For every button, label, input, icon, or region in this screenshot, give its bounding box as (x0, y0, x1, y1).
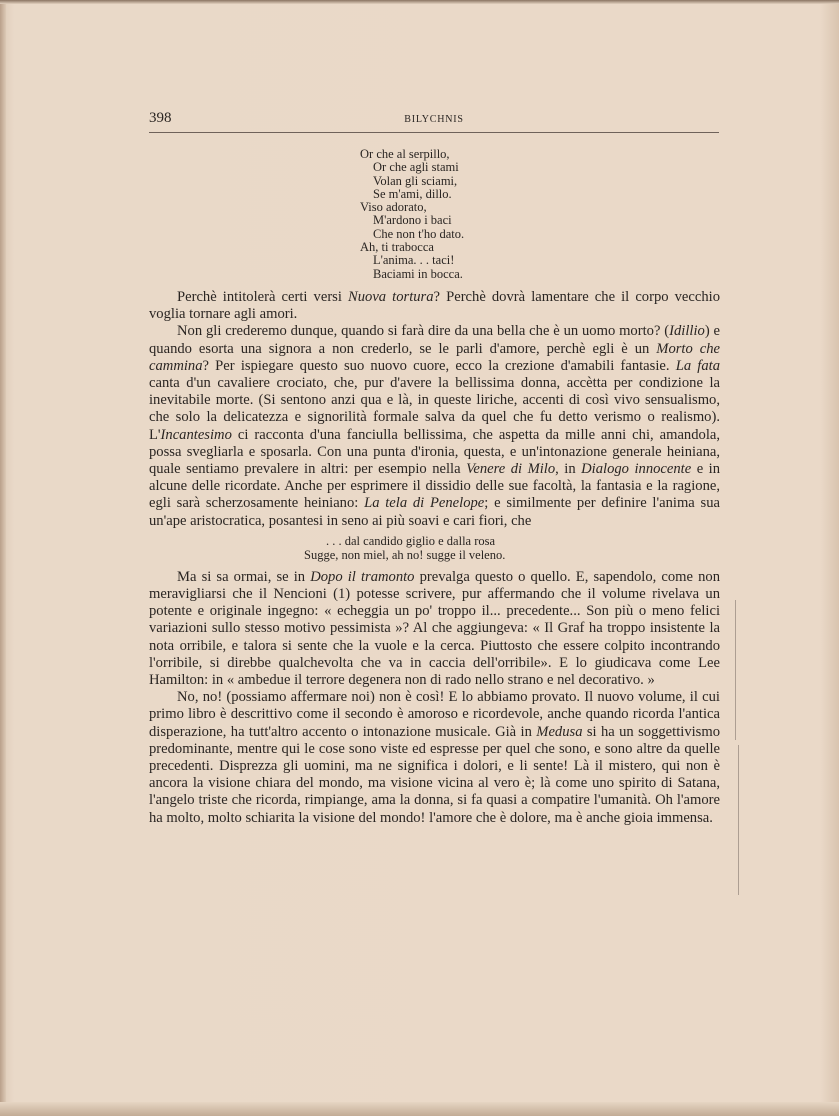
poem-line: Ah, ti trabocca (360, 240, 434, 255)
italic-title: Morto che cammina (149, 340, 720, 374)
poem-line: Se m'ami, dillo. (373, 186, 452, 201)
running-head: BILYCHNIS (404, 114, 464, 125)
italic-title: La fata (675, 357, 721, 374)
poem-line: Che non t'ho dato. (373, 226, 465, 241)
poem-line: Baciami in bocca. (373, 266, 463, 281)
italic-title: Venere di Milo (466, 461, 556, 478)
italic-title: Medusa (536, 723, 583, 740)
poem (360, 148, 560, 281)
poem-line: Viso adorato, (360, 200, 427, 215)
margin-pencil-mark (735, 600, 736, 740)
poem-line: L'anima. . . taci! (373, 253, 455, 268)
quote-line: Sugge, non miel, ah no! sugge il veleno. (304, 547, 506, 562)
margin-pencil-mark (738, 745, 739, 895)
paragraph-4: No, no! (possiamo affermare noi) non è così! E lo abbiamo provato. Il nuovo volume, il cui primo libro è descrittivo come il secondo è amoroso e ricordevole, anche quando ricorda l'antica disperazione, ha tutt'altro accento o intonazione musicale. Già in Medusa si ha un soggettivismo predominante, mentre qui le cose sono viste ed espresse per quel che sono, e sono altre da quelle precedenti. Disprezza gli uomini, ma ne significa i dolori, e li sente! Là il mistero, qui non è ancora la visione chiara del mondo, ma visione vicina al vero è; là come uno spirito di Satana, l'angelo triste che ricorda, rimpiange, ama la donna, si fa quasi a compatire l'umanità. Oh l'amore ha molto, molto schiarita la visione del mondo! l'amore che è dolore, ma è anche gioia immensa. (149, 689, 720, 826)
page-top-edge (0, 0, 839, 4)
paragraph-2: Non gli crederemo dunque, quando si farà dire da una bella che è un uomo morto? (Idillio) e quando esorta una signora a non crederlo, se le parli d'amore, perchè egli è un Morto che cammina? Per ispiegare questo suo nuovo cuore, ecco la crezione d'amabili fantasie. La fata canta d'un cavaliere crociato, che, pur d'avere la bellissima donna, accètta per condizione la inevitabile morte. (Si sentono anzi qua e là, in queste liriche, accenti di così vivo sensualismo, che solo la delicatezza e signorilità formale salva da quel che fu detto verismo o realismo). L'Incantesimo ci racconta d'una fanciulla bellissima, che aspetta da mille anni chi, amandola, possa svegliarla e sposarla. Con una punta d'ironia, questa, e un'intonazione generale heiniana, quale sentiamo prevalere in altri: per esempio nella Venere di Milo, in Dialogo innocente e in alcune delle ricordate. Anche per esprimere il dissidio delle sue facoltà, la fantasia e la ragione, egli sarà scherzosamente heiniano: La tela di Penelope; e similmente per definire l'anima sua un'ape aristocratica, posantesi in seno ai più soavi e cari fiori, che (149, 323, 721, 529)
paragraph-1: Perchè intitolerà certi versi Nuova tortura? Perchè dovrà lamentare che il corpo vecchio voglia tornare agli amori. (149, 289, 720, 323)
block-quote (304, 534, 720, 562)
page-header (149, 110, 719, 133)
italic-title: La tela di Penelope (364, 495, 485, 512)
italic-title: Idillio (669, 323, 705, 340)
poem-line: Or che agli stami (373, 160, 459, 175)
page-left-edge (0, 0, 6, 1116)
quote-line: . . . dal candido giglio e dalla rosa (326, 533, 496, 548)
paragraph-3: Ma si sa ormai, se in Dopo il tramonto prevalga questo o quello. E, sapendolo, come non meravigliarsi che il Nencioni (1) potesse scrivere, pur affermando che il volume rivelava un potente e originale ingegno: « echeggia un po' troppo il... precedente... Son più o meno felici variazioni sullo stesso motivo pessimista »? Al che aggiungeva: « Il Graf ha troppo insistente la nota orribile, e talora si sente che la vuole e la cerca. Piuttosto che essere colpito incontrando l'orribile, si direbbe qualchevolta che va in caccia dell'orribile». E lo giudicava come Lee Hamilton: in « ambedue il terrore degenera non di rado nello strano e nel decorativo. » (149, 568, 720, 689)
page-number: 398 (149, 110, 172, 126)
italic-title: Dialogo innocente (581, 461, 692, 478)
italic-title: Dopo il tramonto (310, 568, 415, 585)
poem-line: Volan gli sciami, (373, 173, 458, 188)
poem-line: M'ardono i baci (373, 213, 452, 228)
italic-title: Nuova tortura (348, 289, 434, 305)
page-bottom-edge (0, 1102, 839, 1116)
italic-title: Incantesimo (160, 426, 232, 443)
poem-line: Or che al serpillo, (360, 147, 450, 161)
body-text (149, 289, 720, 827)
